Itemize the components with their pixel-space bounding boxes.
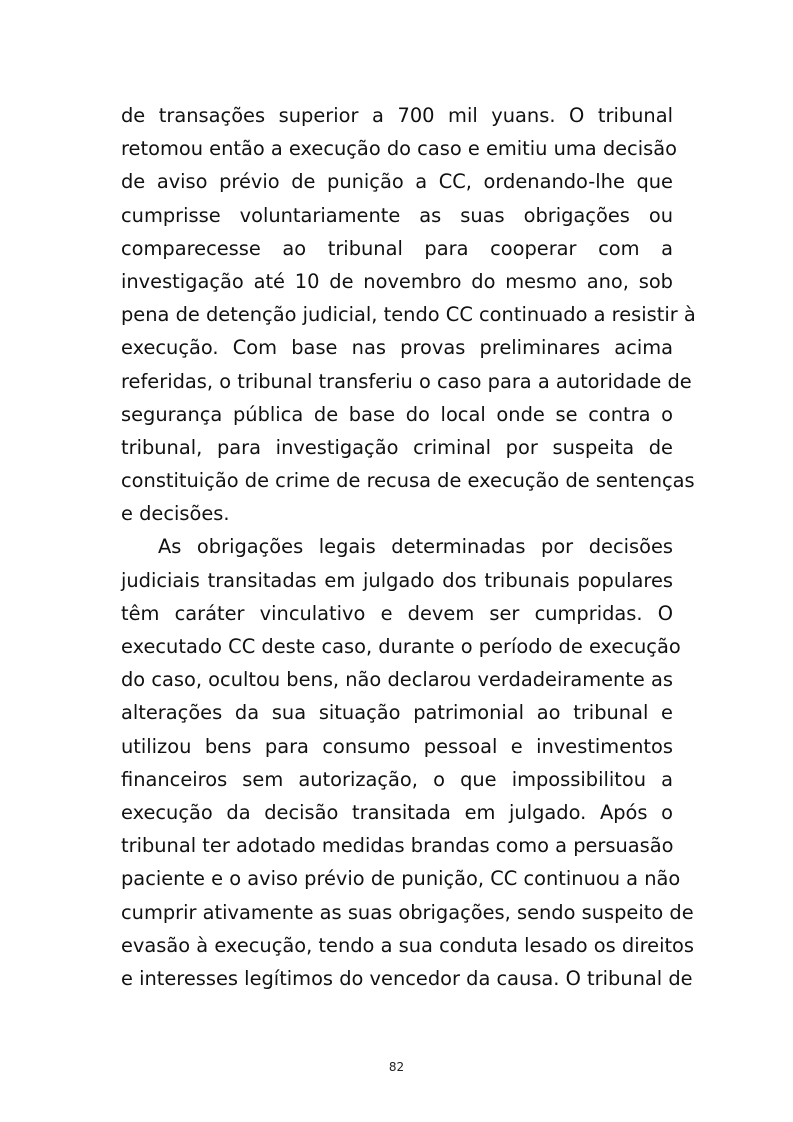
text-line: têm caráter vinculativo e devem ser cumpridas. O [121,601,673,625]
text-line: e interesses legítimos do vencedor da causa. O tribunal de [121,966,693,990]
text-line: execução da decisão transitada em julgado. Após o [121,800,673,824]
text-line: do caso, ocultou bens, não declarou verdadeiramente as [121,668,673,692]
text-line: pena de detenção judicial, tendo CC continuado a resistir à [121,303,696,327]
text-line: utilizou bens para consumo pessoal e investimentos [121,734,673,758]
text-line: constituição de crime de recusa de execução de sentenças [121,469,695,493]
text-line: e decisões. [121,502,230,526]
text-line: tribunal ter adotado medidas brandas como a persuasão [121,834,674,858]
text-line: de aviso prévio de punição a CC, ordenando-lhe que [121,170,673,194]
text-line: cumprisse voluntariamente as suas obrigações ou [121,203,673,227]
text-line: retomou então a execução do caso e emitiu uma decisão [121,137,677,161]
text-line: alterações da sua situação patrimonial ao tribunal e [121,701,673,725]
text-line: As obrigações legais determinadas por decisões [158,535,673,559]
text-line: investigação até 10 de novembro do mesmo ano, sob [121,269,673,293]
text-line: judiciais transitadas em julgado dos tribunais populares [121,568,673,592]
text-line: de transações superior a 700 mil yuans. O tribunal [121,104,673,127]
text-line: comparecesse ao tribunal para cooperar com a [121,236,673,260]
text-line: segurança pública de base do local onde se contra o [121,402,673,426]
text-line: execução. Com base nas provas preliminares acima [121,336,673,360]
text-line: paciente e o aviso prévio de punição, CC continuou a não [121,867,681,891]
text-line: tribunal, para investigação criminal por suspeita de [121,435,673,459]
body-text [121,99,696,995]
text-line: financeiros sem autorização, o que impossibilitou a [121,767,673,791]
text-line: evasão à execução, tendo a sua conduta lesado os direitos [121,933,695,957]
text-line: executado CC deste caso, durante o período de execução [121,635,681,658]
text-line: cumprir ativamente as suas obrigações, sendo suspeito de [121,900,694,924]
text-line: referidas, o tribunal transferiu o caso para a autoridade de [121,369,692,393]
page-number: 82 [388,1060,405,1074]
